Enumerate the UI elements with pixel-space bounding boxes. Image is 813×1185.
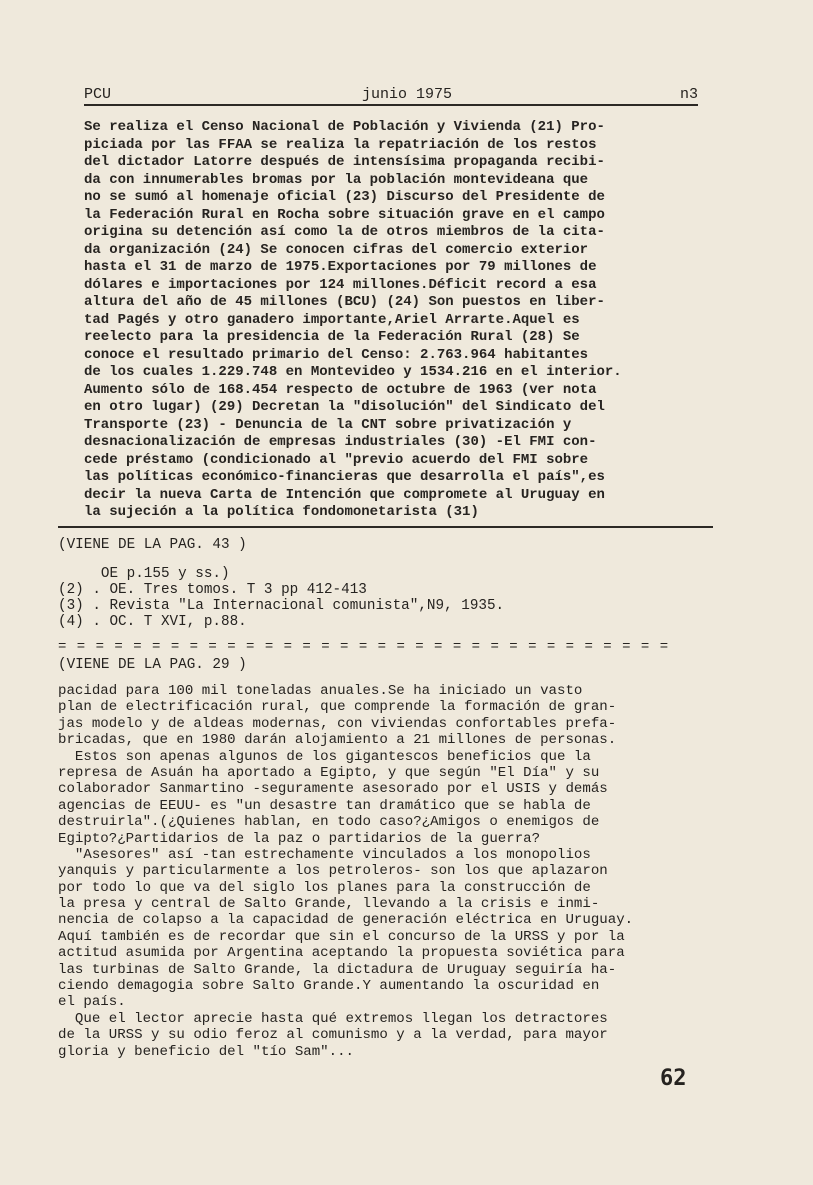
- text-line: yanquis y particularmente a los petroleros- son los que aplazaron: [58, 863, 608, 880]
- text-line: desnacionalización de empresas industriales (30) -El FMI con-: [84, 434, 597, 450]
- text-line: en otro lugar) (29) Decretan la "disolución" del Sindicato del: [84, 399, 605, 415]
- footnote-line: (4) . OC. T XVI, p.88.: [58, 614, 247, 630]
- text-line: conoce el resultado primario del Censo: 2.763.964 habitantes: [84, 346, 589, 363]
- footnote-references: [58, 566, 504, 630]
- text-line: piciada por las FFAA se realiza la repatriación de los restos: [84, 136, 597, 153]
- text-line: Aquí también es de recordar que sin el concurso de la URSS y por la: [58, 928, 625, 945]
- text-line: gloria y beneficio del "tío Sam"...: [58, 1043, 355, 1060]
- page-header: [84, 86, 698, 106]
- text-line: colaborador Sanmartino -seguramente asesorado por el USIS y demás: [58, 781, 608, 798]
- text-line: agencias de EEUU- es "un desastre tan dramático que se habla de: [58, 797, 591, 814]
- continued-from-page-29: (VIENE DE LA PAG. 29 ): [58, 657, 247, 673]
- text-line: las turbinas de Salto Grande, la dictadura de Uruguay seguiría ha-: [58, 961, 617, 978]
- separator-line: = = = = = = = = = = = = = = = = = = = = = = = = = = = = = = = = =: [58, 639, 670, 655]
- page-number: 62: [660, 1066, 687, 1091]
- text-line: hasta el 31 de marzo de 1975.Exportaciones por 79 millones de: [84, 259, 597, 275]
- article-continuation: [58, 683, 738, 1060]
- text-line: nencia de colapso a la capacidad de generación eléctrica en Uruguay.: [58, 912, 634, 929]
- text-line: la presa y central de Salto Grande, llevando a la crisis e inmi-: [58, 896, 600, 913]
- text-line: de los cuales 1.229.748 en Montevideo y 1534.216 en el interior.: [84, 364, 622, 380]
- section-divider: [58, 526, 713, 528]
- text-line: "Asesores" así -tan estrechamente vinculados a los monopolios: [58, 846, 591, 863]
- continued-from-page-43: (VIENE DE LA PAG. 43 ): [58, 537, 247, 553]
- text-line: Transporte (23) - Denuncia de la CNT sobre privatización y: [84, 416, 572, 433]
- footnote-line: OE p.155 y ss.): [58, 566, 230, 582]
- footnote-line: (3) . Revista "La Internacional comunista",N9, 1935.: [58, 598, 505, 614]
- text-line: jas modelo y de aldeas modernas, con viviendas confortables prefa-: [58, 715, 617, 732]
- text-line: Egipto?¿Partidarios de la paz o partidarios de la guerra?: [58, 830, 541, 847]
- text-line: da con innumerables bromas por la población montevideana que: [84, 171, 589, 188]
- text-line: dólares e importaciones por 124 millones.Déficit record a esa: [84, 276, 597, 293]
- header-date: junio 1975: [362, 86, 453, 103]
- text-line: Que el lector aprecie hasta qué extremos llegan los detractores: [58, 1010, 608, 1027]
- text-line: de la URSS y su odio feroz al comunismo y a la verdad, para mayor: [58, 1027, 608, 1044]
- text-line: el país.: [58, 994, 126, 1011]
- text-line: Estos son apenas algunos de los gigantescos beneficios que la: [58, 748, 591, 765]
- text-line: no se sumó al homenaje oficial (23) Discurso del Presidente de: [84, 189, 605, 205]
- text-line: destruirla".(¿Quienes hablan, en todo caso?¿Amigos o enemigos de: [58, 814, 600, 831]
- text-line: pacidad para 100 mil toneladas anuales.Se ha iniciado un vasto: [58, 683, 583, 699]
- text-line: Aumento sólo de 168.454 respecto de octubre de 1963 (ver nota: [84, 381, 597, 398]
- text-line: la Federación Rural en Rocha sobre situación grave en el campo: [84, 206, 605, 223]
- footnote-line: (2) . OE. Tres tomos. T 3 pp 412-413: [58, 582, 367, 598]
- text-line: represa de Asuán ha aportado a Egipto, y que según "El Día" y su: [58, 764, 600, 781]
- text-line: plan de electrificación rural, que comprende la formación de gran-: [58, 699, 617, 716]
- text-line: cede préstamo (condicionado al "previo acuerdo del FMI sobre: [84, 451, 589, 468]
- text-line: la sujeción a la política fondomonetarista (31): [84, 504, 479, 520]
- text-line: reelecto para la presidencia de la Federación Rural (28) Se: [84, 329, 580, 345]
- text-line: decir la nueva Carta de Intención que compromete al Uruguay en: [84, 486, 605, 503]
- text-line: Se realiza el Censo Nacional de Población y Vivienda (21) Pro-: [84, 119, 605, 135]
- text-line: del dictador Latorre después de intensísima propaganda recibi-: [84, 154, 605, 170]
- text-line: origina su detención así como la de otros miembros de la cita-: [84, 224, 605, 240]
- text-line: bricadas, que en 1980 darán alojamiento a 21 millones de personas.: [58, 732, 617, 749]
- text-line: da organización (24) Se conocen cifras del comercio exterior: [84, 241, 589, 258]
- chronology-paragraph: [84, 119, 724, 522]
- header-publication: PCU: [84, 86, 112, 103]
- text-line: actitud asumida por Argentina aceptando la propuesta soviética para: [58, 945, 625, 962]
- header-number: n3: [679, 86, 698, 103]
- text-line: tad Pagés y otro ganadero importante,Ariel Arrarte.Aquel es: [84, 311, 580, 328]
- text-line: por todo lo que va del siglo los planes para la construcción de: [58, 879, 591, 896]
- text-line: ciendo demagogia sobre Salto Grande.Y aumentando la oscuridad en: [58, 978, 600, 995]
- text-line: las políticas económico-financieras que desarrolla el país",es: [84, 469, 605, 485]
- text-line: altura del año de 45 millones (BCU) (24) Son puestos en liber-: [84, 294, 605, 310]
